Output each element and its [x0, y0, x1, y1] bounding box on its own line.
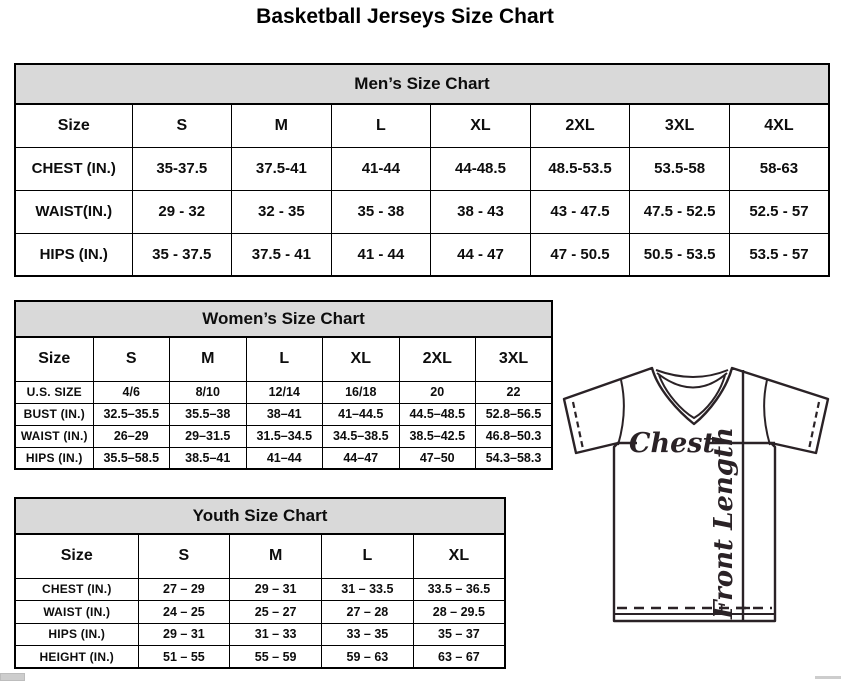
table-cell: 35 - 37.5 — [132, 233, 232, 276]
mens-size-table — [14, 63, 830, 277]
table-cell: 34.5–38.5 — [323, 425, 400, 447]
table-cell: 33.5 – 36.5 — [413, 578, 505, 601]
table-cell: 35.5–38 — [170, 403, 247, 425]
row-header: HIPS (IN.) — [15, 233, 132, 276]
table-cell: 31.5–34.5 — [246, 425, 323, 447]
table-cell: 63 – 67 — [413, 646, 505, 669]
table-row — [15, 147, 829, 190]
table-cell: 29–31.5 — [170, 425, 247, 447]
table-cell: 41–44.5 — [323, 403, 400, 425]
row-header: CHEST (IN.) — [15, 578, 138, 601]
table-cell: 47.5 - 52.5 — [630, 190, 730, 233]
table-cell: 25 – 27 — [230, 601, 322, 624]
page-title: Basketball Jerseys Size Chart — [256, 5, 554, 28]
table-cell: 29 - 32 — [132, 190, 232, 233]
table-row — [15, 623, 505, 646]
table-caption: Youth Size Chart — [15, 498, 505, 534]
table-cell: 28 – 29.5 — [413, 601, 505, 624]
table-cell: 44 - 47 — [431, 233, 531, 276]
table-cell: 41 - 44 — [331, 233, 431, 276]
column-header: XL — [431, 104, 531, 147]
table-cell: 53.5 - 57 — [729, 233, 829, 276]
column-header: L — [246, 337, 323, 381]
table-row — [15, 447, 552, 469]
column-header: L — [331, 104, 431, 147]
table-cell: 55 – 59 — [230, 646, 322, 669]
table-cell: 38 - 43 — [431, 190, 531, 233]
table-cell: 44.5–48.5 — [399, 403, 476, 425]
row-header: U.S. SIZE — [15, 381, 93, 403]
table-cell: 41-44 — [331, 147, 431, 190]
row-header: WAIST(IN.) — [15, 190, 132, 233]
table-cell: 52.8–56.5 — [476, 403, 553, 425]
table-row — [15, 425, 552, 447]
table-cell: 20 — [399, 381, 476, 403]
column-header: S — [132, 104, 232, 147]
table-row — [15, 646, 505, 669]
table-row — [15, 403, 552, 425]
column-header: S — [93, 337, 170, 381]
column-header: L — [322, 534, 414, 578]
row-header: HIPS (IN.) — [15, 447, 93, 469]
row-header: CHEST (IN.) — [15, 147, 132, 190]
womens-size-table — [14, 300, 553, 470]
table-cell: 16/18 — [323, 381, 400, 403]
table-cell: 54.3–58.3 — [476, 447, 553, 469]
table-cell: 8/10 — [170, 381, 247, 403]
column-header: M — [232, 104, 332, 147]
row-header: HEIGHT (IN.) — [15, 646, 138, 669]
table-cell: 38–41 — [246, 403, 323, 425]
table-row — [15, 601, 505, 624]
table-caption: Women’s Size Chart — [15, 301, 552, 337]
table-cell: 47 - 50.5 — [530, 233, 630, 276]
table-cell: 52.5 - 57 — [729, 190, 829, 233]
column-header: M — [230, 534, 322, 578]
table-cell: 46.8–50.3 — [476, 425, 553, 447]
table-cell: 33 – 35 — [322, 623, 414, 646]
table-cell: 51 – 55 — [138, 646, 230, 669]
row-header: WAIST (IN.) — [15, 601, 138, 624]
table-cell: 12/14 — [246, 381, 323, 403]
column-header: XL — [413, 534, 505, 578]
table-cell: 59 – 63 — [322, 646, 414, 669]
table-row — [15, 233, 829, 276]
front-length-label: Front Length — [709, 427, 739, 619]
youth-size-table — [14, 497, 506, 669]
table-cell: 22 — [476, 381, 553, 403]
table-cell: 47–50 — [399, 447, 476, 469]
table-cell: 48.5-53.5 — [530, 147, 630, 190]
column-header: 3XL — [630, 104, 730, 147]
table-cell: 50.5 - 53.5 — [630, 233, 730, 276]
table-cell: 35-37.5 — [132, 147, 232, 190]
jersey-outline-icon — [559, 361, 836, 628]
column-header: 4XL — [729, 104, 829, 147]
table-cell: 29 – 31 — [230, 578, 322, 601]
table-cell: 44–47 — [323, 447, 400, 469]
column-header: XL — [323, 337, 400, 381]
table-cell: 29 – 31 — [138, 623, 230, 646]
table-cell: 38.5–41 — [170, 447, 247, 469]
column-header: 3XL — [476, 337, 553, 381]
column-header: Size — [15, 104, 132, 147]
table-cell: 35.5–58.5 — [93, 447, 170, 469]
jersey-measurement-diagram — [559, 361, 836, 628]
row-header: WAIST (IN.) — [15, 425, 93, 447]
table-cell: 44-48.5 — [431, 147, 531, 190]
chest-label: Chest — [629, 428, 715, 459]
table-cell: 35 – 37 — [413, 623, 505, 646]
table-cell: 37.5-41 — [232, 147, 332, 190]
table-cell: 31 – 33.5 — [322, 578, 414, 601]
table-row — [15, 381, 552, 403]
horizontal-scrollbar-thumb-left[interactable] — [0, 673, 25, 681]
column-header: 2XL — [399, 337, 476, 381]
table-cell: 26–29 — [93, 425, 170, 447]
table-cell: 43 - 47.5 — [530, 190, 630, 233]
row-header: HIPS (IN.) — [15, 623, 138, 646]
table-cell: 31 – 33 — [230, 623, 322, 646]
column-header: 2XL — [530, 104, 630, 147]
table-cell: 35 - 38 — [331, 190, 431, 233]
row-header: BUST (IN.) — [15, 403, 93, 425]
table-cell: 58-63 — [729, 147, 829, 190]
table-cell: 38.5–42.5 — [399, 425, 476, 447]
table-row — [15, 190, 829, 233]
column-header: M — [170, 337, 247, 381]
column-header: Size — [15, 534, 138, 578]
table-row — [15, 578, 505, 601]
table-cell: 27 – 29 — [138, 578, 230, 601]
table-cell: 24 – 25 — [138, 601, 230, 624]
table-cell: 32.5–35.5 — [93, 403, 170, 425]
table-cell: 4/6 — [93, 381, 170, 403]
table-cell: 32 - 35 — [232, 190, 332, 233]
table-cell: 53.5-58 — [630, 147, 730, 190]
table-caption: Men’s Size Chart — [15, 64, 829, 104]
column-header: S — [138, 534, 230, 578]
table-cell: 37.5 - 41 — [232, 233, 332, 276]
table-cell: 27 – 28 — [322, 601, 414, 624]
column-header: Size — [15, 337, 93, 381]
table-cell: 41–44 — [246, 447, 323, 469]
